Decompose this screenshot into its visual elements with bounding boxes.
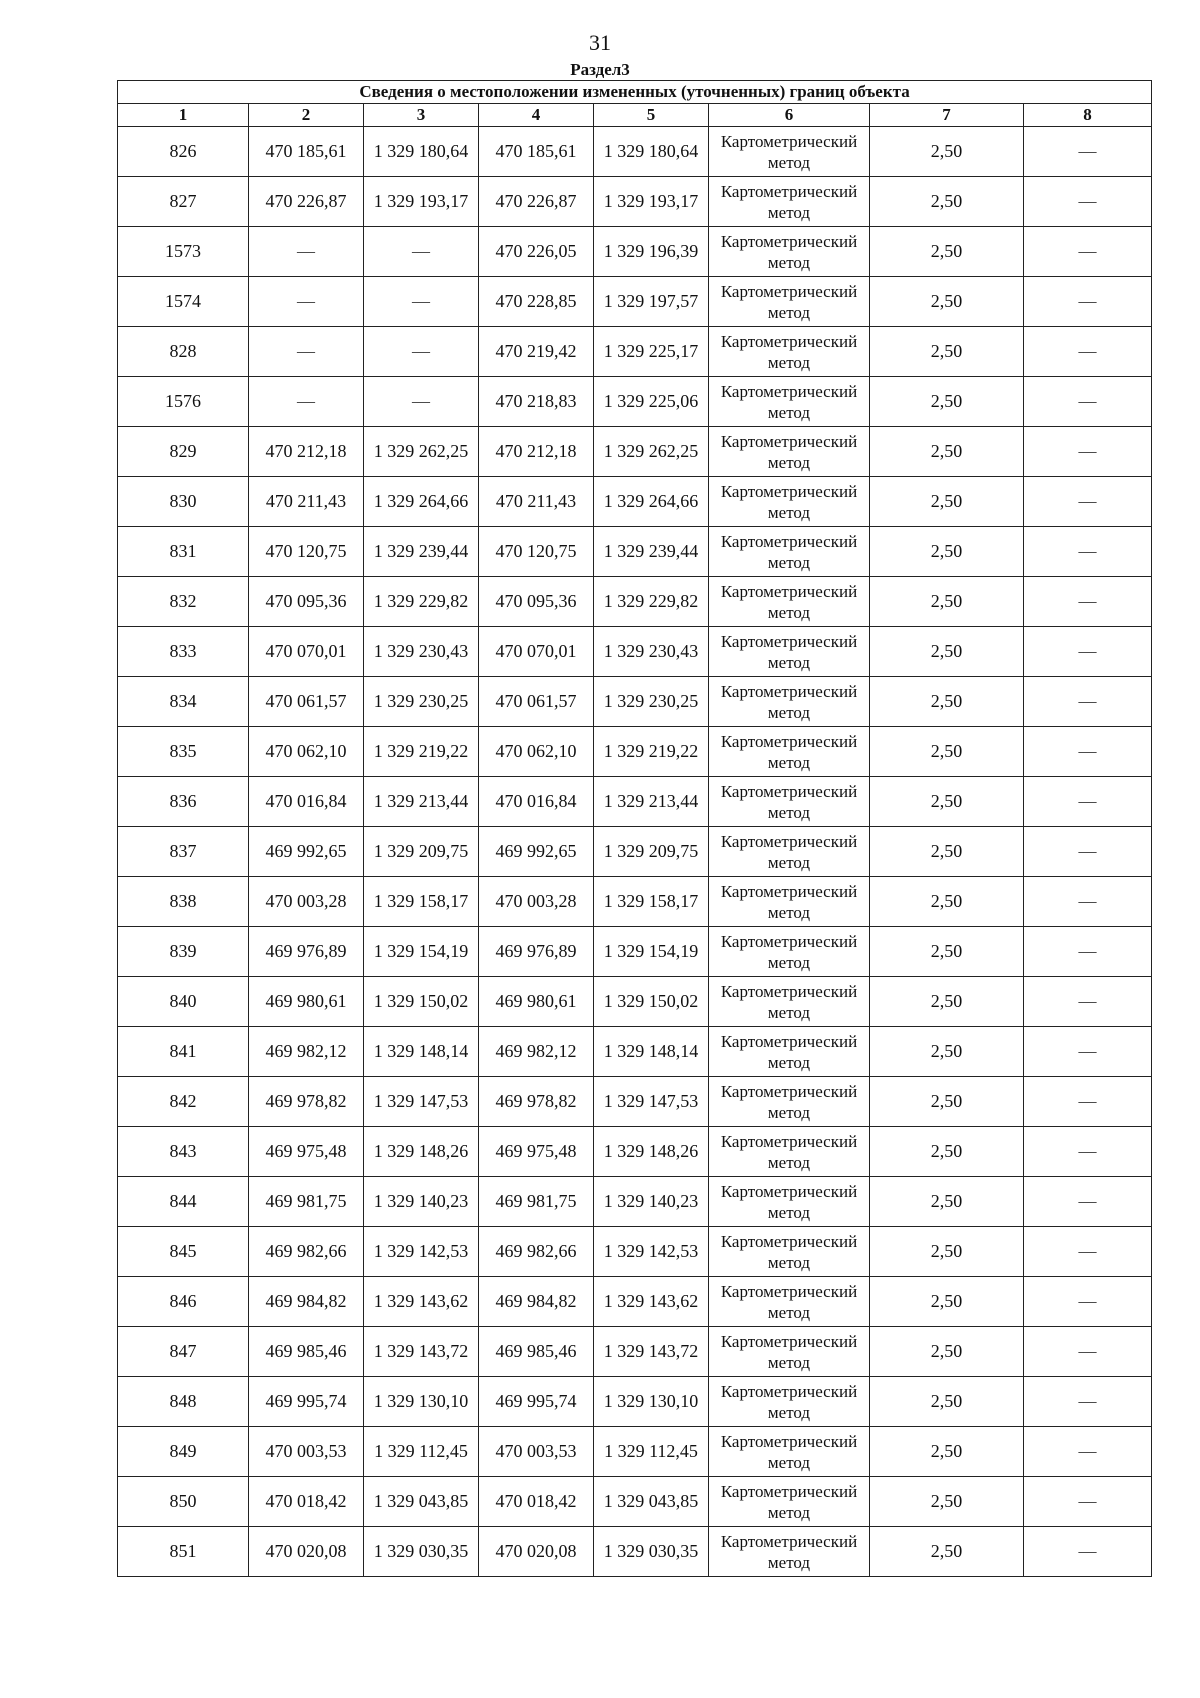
note-cell: — bbox=[1024, 1177, 1152, 1227]
old-x-cell: 469 995,74 bbox=[249, 1377, 364, 1427]
note-cell: — bbox=[1024, 677, 1152, 727]
method-cell: Картометрический метод bbox=[709, 627, 870, 677]
old-x-cell: 469 981,75 bbox=[249, 1177, 364, 1227]
accuracy-cell: 2,50 bbox=[870, 1527, 1024, 1577]
old-x-cell: 469 985,46 bbox=[249, 1327, 364, 1377]
note-cell: — bbox=[1024, 877, 1152, 927]
old-y-cell: 1 329 043,85 bbox=[364, 1477, 479, 1527]
new-y-cell: 1 329 180,64 bbox=[594, 127, 709, 177]
new-y-cell: 1 329 143,62 bbox=[594, 1277, 709, 1327]
accuracy-cell: 2,50 bbox=[870, 727, 1024, 777]
old-x-cell: 469 982,66 bbox=[249, 1227, 364, 1277]
method-cell: Картометрический метод bbox=[709, 1327, 870, 1377]
method-cell: Картометрический метод bbox=[709, 1227, 870, 1277]
table-row bbox=[118, 177, 1152, 227]
table-row bbox=[118, 127, 1152, 177]
table-row bbox=[118, 1227, 1152, 1277]
method-cell: Картометрический метод bbox=[709, 177, 870, 227]
old-x-cell: 470 018,42 bbox=[249, 1477, 364, 1527]
old-y-cell: 1 329 230,43 bbox=[364, 627, 479, 677]
new-y-cell: 1 329 148,26 bbox=[594, 1127, 709, 1177]
method-cell: Картометрический метод bbox=[709, 1127, 870, 1177]
new-x-cell: 469 982,12 bbox=[479, 1027, 594, 1077]
method-cell: Картометрический метод bbox=[709, 1477, 870, 1527]
table-row bbox=[118, 1177, 1152, 1227]
new-x-cell: 470 219,42 bbox=[479, 327, 594, 377]
table-row bbox=[118, 577, 1152, 627]
coordinates-table bbox=[117, 80, 1152, 1577]
old-x-cell: 470 211,43 bbox=[249, 477, 364, 527]
point-number-cell: 1573 bbox=[118, 227, 249, 277]
new-x-cell: 469 975,48 bbox=[479, 1127, 594, 1177]
method-cell: Картометрический метод bbox=[709, 1277, 870, 1327]
accuracy-cell: 2,50 bbox=[870, 927, 1024, 977]
old-x-cell: 470 185,61 bbox=[249, 127, 364, 177]
old-x-cell: 470 095,36 bbox=[249, 577, 364, 627]
new-x-cell: 470 218,83 bbox=[479, 377, 594, 427]
table-row bbox=[118, 777, 1152, 827]
point-number-cell: 1576 bbox=[118, 377, 249, 427]
new-y-cell: 1 329 264,66 bbox=[594, 477, 709, 527]
new-y-cell: 1 329 196,39 bbox=[594, 227, 709, 277]
old-x-cell: 469 978,82 bbox=[249, 1077, 364, 1127]
new-y-cell: 1 329 213,44 bbox=[594, 777, 709, 827]
old-y-cell: 1 329 158,17 bbox=[364, 877, 479, 927]
table-row bbox=[118, 277, 1152, 327]
new-y-cell: 1 329 143,72 bbox=[594, 1327, 709, 1377]
column-number-header: 4 bbox=[479, 104, 594, 127]
note-cell: — bbox=[1024, 1227, 1152, 1277]
method-cell: Картометрический метод bbox=[709, 977, 870, 1027]
note-cell: — bbox=[1024, 127, 1152, 177]
accuracy-cell: 2,50 bbox=[870, 1477, 1024, 1527]
table-row bbox=[118, 927, 1152, 977]
new-y-cell: 1 329 193,17 bbox=[594, 177, 709, 227]
method-cell: Картометрический метод bbox=[709, 1027, 870, 1077]
old-y-cell: — bbox=[364, 377, 479, 427]
note-cell: — bbox=[1024, 477, 1152, 527]
point-number-cell: 846 bbox=[118, 1277, 249, 1327]
old-x-cell: — bbox=[249, 227, 364, 277]
point-number-cell: 845 bbox=[118, 1227, 249, 1277]
note-cell: — bbox=[1024, 427, 1152, 477]
new-y-cell: 1 329 219,22 bbox=[594, 727, 709, 777]
new-y-cell: 1 329 130,10 bbox=[594, 1377, 709, 1427]
point-number-cell: 835 bbox=[118, 727, 249, 777]
new-y-cell: 1 329 229,82 bbox=[594, 577, 709, 627]
accuracy-cell: 2,50 bbox=[870, 227, 1024, 277]
accuracy-cell: 2,50 bbox=[870, 1027, 1024, 1077]
new-y-cell: 1 329 239,44 bbox=[594, 527, 709, 577]
point-number-cell: 839 bbox=[118, 927, 249, 977]
note-cell: — bbox=[1024, 327, 1152, 377]
table-row bbox=[118, 1327, 1152, 1377]
method-cell: Картометрический метод bbox=[709, 877, 870, 927]
note-cell: — bbox=[1024, 1477, 1152, 1527]
method-cell: Картометрический метод bbox=[709, 777, 870, 827]
old-y-cell: 1 329 142,53 bbox=[364, 1227, 479, 1277]
note-cell: — bbox=[1024, 777, 1152, 827]
new-x-cell: 470 018,42 bbox=[479, 1477, 594, 1527]
note-cell: — bbox=[1024, 527, 1152, 577]
point-number-cell: 828 bbox=[118, 327, 249, 377]
old-x-cell: 469 992,65 bbox=[249, 827, 364, 877]
point-number-cell: 1574 bbox=[118, 277, 249, 327]
old-x-cell: 469 984,82 bbox=[249, 1277, 364, 1327]
old-y-cell: 1 329 219,22 bbox=[364, 727, 479, 777]
method-cell: Картометрический метод bbox=[709, 1377, 870, 1427]
accuracy-cell: 2,50 bbox=[870, 277, 1024, 327]
new-y-cell: 1 329 142,53 bbox=[594, 1227, 709, 1277]
table-row bbox=[118, 427, 1152, 477]
point-number-cell: 829 bbox=[118, 427, 249, 477]
accuracy-cell: 2,50 bbox=[870, 1327, 1024, 1377]
table-row bbox=[118, 1077, 1152, 1127]
method-cell: Картометрический метод bbox=[709, 377, 870, 427]
new-x-cell: 470 020,08 bbox=[479, 1527, 594, 1577]
table-row bbox=[118, 877, 1152, 927]
point-number-cell: 842 bbox=[118, 1077, 249, 1127]
accuracy-cell: 2,50 bbox=[870, 477, 1024, 527]
new-x-cell: 470 226,05 bbox=[479, 227, 594, 277]
accuracy-cell: 2,50 bbox=[870, 1377, 1024, 1427]
accuracy-cell: 2,50 bbox=[870, 777, 1024, 827]
table-row bbox=[118, 377, 1152, 427]
new-y-cell: 1 329 158,17 bbox=[594, 877, 709, 927]
old-x-cell: 470 226,87 bbox=[249, 177, 364, 227]
note-cell: — bbox=[1024, 1127, 1152, 1177]
new-y-cell: 1 329 225,06 bbox=[594, 377, 709, 427]
new-y-cell: 1 329 147,53 bbox=[594, 1077, 709, 1127]
old-y-cell: 1 329 147,53 bbox=[364, 1077, 479, 1127]
new-y-cell: 1 329 197,57 bbox=[594, 277, 709, 327]
note-cell: — bbox=[1024, 1077, 1152, 1127]
note-cell: — bbox=[1024, 927, 1152, 977]
new-x-cell: 470 120,75 bbox=[479, 527, 594, 577]
old-y-cell: 1 329 030,35 bbox=[364, 1527, 479, 1577]
old-y-cell: 1 329 148,14 bbox=[364, 1027, 479, 1077]
old-x-cell: 470 070,01 bbox=[249, 627, 364, 677]
accuracy-cell: 2,50 bbox=[870, 677, 1024, 727]
method-cell: Картометрический метод bbox=[709, 827, 870, 877]
old-x-cell: 469 980,61 bbox=[249, 977, 364, 1027]
point-number-cell: 826 bbox=[118, 127, 249, 177]
new-y-cell: 1 329 209,75 bbox=[594, 827, 709, 877]
table-row bbox=[118, 1277, 1152, 1327]
new-x-cell: 470 211,43 bbox=[479, 477, 594, 527]
point-number-cell: 830 bbox=[118, 477, 249, 527]
new-x-cell: 470 070,01 bbox=[479, 627, 594, 677]
old-y-cell: 1 329 140,23 bbox=[364, 1177, 479, 1227]
accuracy-cell: 2,50 bbox=[870, 427, 1024, 477]
method-cell: Картометрический метод bbox=[709, 927, 870, 977]
note-cell: — bbox=[1024, 977, 1152, 1027]
table-row bbox=[118, 977, 1152, 1027]
note-cell: — bbox=[1024, 1277, 1152, 1327]
point-number-cell: 841 bbox=[118, 1027, 249, 1077]
old-y-cell: 1 329 180,64 bbox=[364, 127, 479, 177]
section-title: Раздел3 bbox=[570, 60, 630, 79]
note-cell: — bbox=[1024, 1377, 1152, 1427]
method-cell: Картометрический метод bbox=[709, 577, 870, 627]
accuracy-cell: 2,50 bbox=[870, 577, 1024, 627]
point-number-cell: 851 bbox=[118, 1527, 249, 1577]
method-cell: Картометрический метод bbox=[709, 677, 870, 727]
old-y-cell: 1 329 230,25 bbox=[364, 677, 479, 727]
method-cell: Картометрический метод bbox=[709, 327, 870, 377]
old-x-cell: 470 016,84 bbox=[249, 777, 364, 827]
point-number-cell: 837 bbox=[118, 827, 249, 877]
old-x-cell: 469 975,48 bbox=[249, 1127, 364, 1177]
new-y-cell: 1 329 154,19 bbox=[594, 927, 709, 977]
table-row bbox=[118, 527, 1152, 577]
page-number: 31 bbox=[589, 30, 611, 55]
new-x-cell: 469 981,75 bbox=[479, 1177, 594, 1227]
table-caption: Сведения о местоположении измененных (уточненных) границ объекта bbox=[118, 81, 1152, 104]
table-row bbox=[118, 327, 1152, 377]
new-x-cell: 469 984,82 bbox=[479, 1277, 594, 1327]
point-number-cell: 849 bbox=[118, 1427, 249, 1477]
point-number-cell: 840 bbox=[118, 977, 249, 1027]
new-y-cell: 1 329 230,25 bbox=[594, 677, 709, 727]
accuracy-cell: 2,50 bbox=[870, 527, 1024, 577]
old-y-cell: 1 329 264,66 bbox=[364, 477, 479, 527]
accuracy-cell: 2,50 bbox=[870, 1127, 1024, 1177]
point-number-cell: 844 bbox=[118, 1177, 249, 1227]
method-cell: Картометрический метод bbox=[709, 477, 870, 527]
old-y-cell: 1 329 262,25 bbox=[364, 427, 479, 477]
note-cell: — bbox=[1024, 227, 1152, 277]
table-row bbox=[118, 677, 1152, 727]
method-cell: Картометрический метод bbox=[709, 227, 870, 277]
table-row bbox=[118, 1377, 1152, 1427]
old-x-cell: 469 982,12 bbox=[249, 1027, 364, 1077]
accuracy-cell: 2,50 bbox=[870, 177, 1024, 227]
new-x-cell: 470 016,84 bbox=[479, 777, 594, 827]
note-cell: — bbox=[1024, 377, 1152, 427]
new-x-cell: 469 978,82 bbox=[479, 1077, 594, 1127]
old-x-cell: 470 212,18 bbox=[249, 427, 364, 477]
accuracy-cell: 2,50 bbox=[870, 127, 1024, 177]
method-cell: Картометрический метод bbox=[709, 127, 870, 177]
table-row bbox=[118, 1027, 1152, 1077]
point-number-cell: 850 bbox=[118, 1477, 249, 1527]
old-x-cell: 470 062,10 bbox=[249, 727, 364, 777]
accuracy-cell: 2,50 bbox=[870, 977, 1024, 1027]
old-y-cell: 1 329 148,26 bbox=[364, 1127, 479, 1177]
table-row bbox=[118, 827, 1152, 877]
note-cell: — bbox=[1024, 1027, 1152, 1077]
old-y-cell: 1 329 154,19 bbox=[364, 927, 479, 977]
old-x-cell: 470 003,28 bbox=[249, 877, 364, 927]
point-number-cell: 832 bbox=[118, 577, 249, 627]
new-y-cell: 1 329 112,45 bbox=[594, 1427, 709, 1477]
new-y-cell: 1 329 140,23 bbox=[594, 1177, 709, 1227]
old-x-cell: — bbox=[249, 377, 364, 427]
column-number-header: 7 bbox=[870, 104, 1024, 127]
old-x-cell: 469 976,89 bbox=[249, 927, 364, 977]
column-number-row bbox=[118, 104, 1152, 127]
new-x-cell: 470 061,57 bbox=[479, 677, 594, 727]
new-x-cell: 469 982,66 bbox=[479, 1227, 594, 1277]
note-cell: — bbox=[1024, 827, 1152, 877]
new-x-cell: 470 226,87 bbox=[479, 177, 594, 227]
method-cell: Картометрический метод bbox=[709, 727, 870, 777]
new-x-cell: 469 980,61 bbox=[479, 977, 594, 1027]
old-x-cell: — bbox=[249, 327, 364, 377]
method-cell: Картометрический метод bbox=[709, 1077, 870, 1127]
new-x-cell: 469 976,89 bbox=[479, 927, 594, 977]
note-cell: — bbox=[1024, 177, 1152, 227]
table-row bbox=[118, 477, 1152, 527]
accuracy-cell: 2,50 bbox=[870, 1177, 1024, 1227]
note-cell: — bbox=[1024, 277, 1152, 327]
new-x-cell: 470 003,53 bbox=[479, 1427, 594, 1477]
table-row bbox=[118, 1127, 1152, 1177]
note-cell: — bbox=[1024, 627, 1152, 677]
point-number-cell: 838 bbox=[118, 877, 249, 927]
old-y-cell: 1 329 193,17 bbox=[364, 177, 479, 227]
point-number-cell: 836 bbox=[118, 777, 249, 827]
accuracy-cell: 2,50 bbox=[870, 827, 1024, 877]
accuracy-cell: 2,50 bbox=[870, 877, 1024, 927]
point-number-cell: 843 bbox=[118, 1127, 249, 1177]
note-cell: — bbox=[1024, 577, 1152, 627]
point-number-cell: 827 bbox=[118, 177, 249, 227]
old-x-cell: 470 120,75 bbox=[249, 527, 364, 577]
table-row bbox=[118, 1427, 1152, 1477]
old-y-cell: 1 329 112,45 bbox=[364, 1427, 479, 1477]
new-y-cell: 1 329 030,35 bbox=[594, 1527, 709, 1577]
column-number-header: 6 bbox=[709, 104, 870, 127]
old-x-cell: 470 061,57 bbox=[249, 677, 364, 727]
method-cell: Картометрический метод bbox=[709, 1177, 870, 1227]
method-cell: Картометрический метод bbox=[709, 1527, 870, 1577]
old-x-cell: — bbox=[249, 277, 364, 327]
old-y-cell: 1 329 239,44 bbox=[364, 527, 479, 577]
new-y-cell: 1 329 148,14 bbox=[594, 1027, 709, 1077]
new-y-cell: 1 329 043,85 bbox=[594, 1477, 709, 1527]
new-x-cell: 470 212,18 bbox=[479, 427, 594, 477]
old-y-cell: 1 329 209,75 bbox=[364, 827, 479, 877]
new-x-cell: 469 995,74 bbox=[479, 1377, 594, 1427]
method-cell: Картометрический метод bbox=[709, 527, 870, 577]
old-y-cell: 1 329 213,44 bbox=[364, 777, 479, 827]
accuracy-cell: 2,50 bbox=[870, 1277, 1024, 1327]
note-cell: — bbox=[1024, 727, 1152, 777]
new-x-cell: 469 985,46 bbox=[479, 1327, 594, 1377]
new-x-cell: 470 228,85 bbox=[479, 277, 594, 327]
old-y-cell: 1 329 229,82 bbox=[364, 577, 479, 627]
old-x-cell: 470 020,08 bbox=[249, 1527, 364, 1577]
method-cell: Картометрический метод bbox=[709, 277, 870, 327]
table-body bbox=[118, 127, 1152, 1577]
new-x-cell: 469 992,65 bbox=[479, 827, 594, 877]
old-x-cell: 470 003,53 bbox=[249, 1427, 364, 1477]
old-y-cell: 1 329 143,72 bbox=[364, 1327, 479, 1377]
old-y-cell: 1 329 143,62 bbox=[364, 1277, 479, 1327]
table-row bbox=[118, 1477, 1152, 1527]
accuracy-cell: 2,50 bbox=[870, 1077, 1024, 1127]
note-cell: — bbox=[1024, 1327, 1152, 1377]
column-number-header: 2 bbox=[249, 104, 364, 127]
column-number-header: 3 bbox=[364, 104, 479, 127]
old-y-cell: — bbox=[364, 327, 479, 377]
new-y-cell: 1 329 150,02 bbox=[594, 977, 709, 1027]
method-cell: Картометрический метод bbox=[709, 427, 870, 477]
point-number-cell: 848 bbox=[118, 1377, 249, 1427]
old-y-cell: — bbox=[364, 227, 479, 277]
column-number-header: 5 bbox=[594, 104, 709, 127]
note-cell: — bbox=[1024, 1427, 1152, 1477]
accuracy-cell: 2,50 bbox=[870, 1427, 1024, 1477]
new-y-cell: 1 329 262,25 bbox=[594, 427, 709, 477]
new-x-cell: 470 185,61 bbox=[479, 127, 594, 177]
accuracy-cell: 2,50 bbox=[870, 1227, 1024, 1277]
table-row bbox=[118, 227, 1152, 277]
column-number-header: 1 bbox=[118, 104, 249, 127]
table-row bbox=[118, 627, 1152, 677]
new-x-cell: 470 095,36 bbox=[479, 577, 594, 627]
accuracy-cell: 2,50 bbox=[870, 377, 1024, 427]
point-number-cell: 847 bbox=[118, 1327, 249, 1377]
note-cell: — bbox=[1024, 1527, 1152, 1577]
point-number-cell: 831 bbox=[118, 527, 249, 577]
accuracy-cell: 2,50 bbox=[870, 327, 1024, 377]
accuracy-cell: 2,50 bbox=[870, 627, 1024, 677]
old-y-cell: 1 329 130,10 bbox=[364, 1377, 479, 1427]
new-x-cell: 470 062,10 bbox=[479, 727, 594, 777]
point-number-cell: 834 bbox=[118, 677, 249, 727]
point-number-cell: 833 bbox=[118, 627, 249, 677]
column-number-header: 8 bbox=[1024, 104, 1152, 127]
old-y-cell: 1 329 150,02 bbox=[364, 977, 479, 1027]
new-y-cell: 1 329 230,43 bbox=[594, 627, 709, 677]
new-y-cell: 1 329 225,17 bbox=[594, 327, 709, 377]
new-x-cell: 470 003,28 bbox=[479, 877, 594, 927]
method-cell: Картометрический метод bbox=[709, 1427, 870, 1477]
old-y-cell: — bbox=[364, 277, 479, 327]
table-row bbox=[118, 1527, 1152, 1577]
table-row bbox=[118, 727, 1152, 777]
